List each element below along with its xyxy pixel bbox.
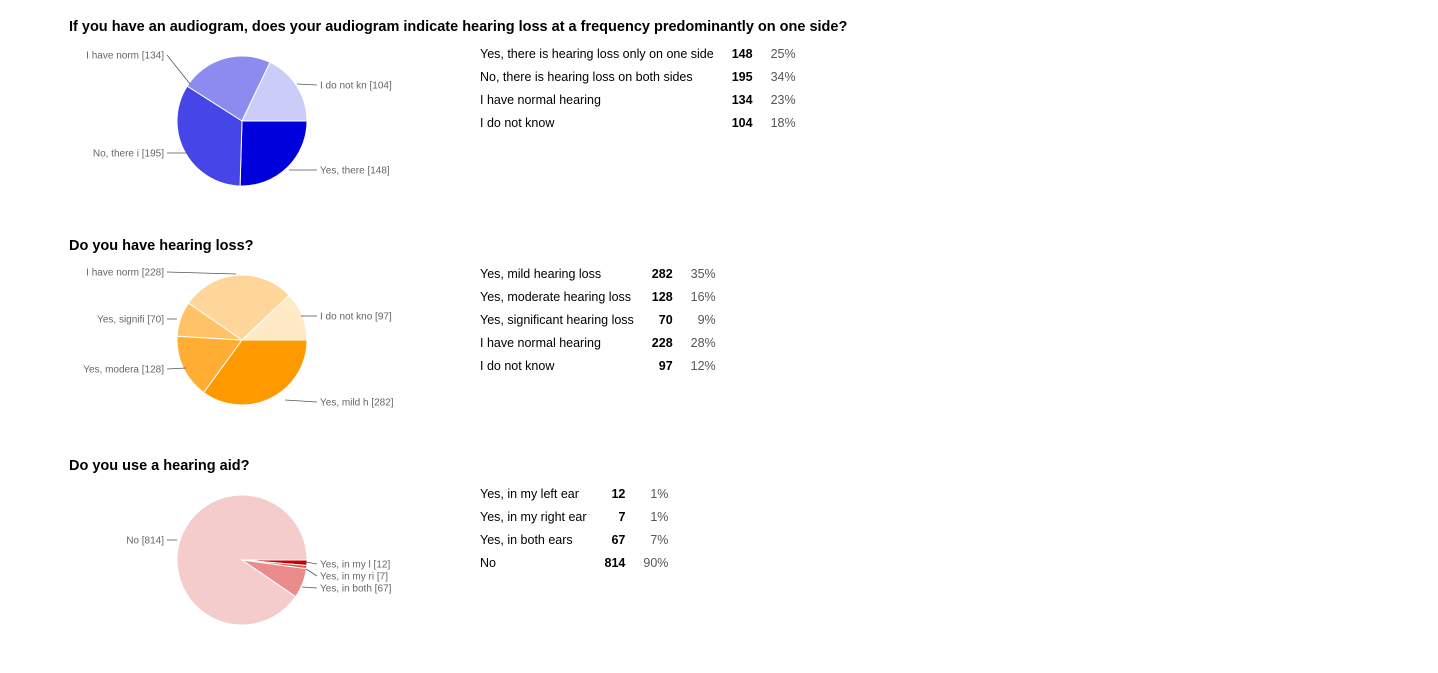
callout-line — [302, 587, 317, 588]
pie-chart — [0, 238, 480, 453]
option-percent: 12% — [690, 358, 716, 373]
option-label: Yes, moderate hearing loss — [480, 289, 632, 304]
option-label: I have normal hearing — [480, 335, 601, 350]
option-percent: 34% — [770, 69, 796, 84]
pie-slice — [177, 495, 307, 625]
option-count: 70 — [658, 312, 673, 327]
option-percent: 18% — [770, 115, 796, 130]
option-label: Yes, in my right ear — [480, 509, 587, 524]
callout-line — [167, 55, 190, 84]
option-label: Yes, in both ears — [480, 532, 573, 547]
callout-line — [306, 569, 317, 576]
callout-line — [167, 368, 186, 369]
slice-label: I do not kn [104] — [320, 80, 392, 92]
option-label: No, there is hearing loss on both sides — [480, 69, 693, 84]
slice-label: Yes, modera [128] — [83, 364, 164, 376]
pie-chart — [0, 458, 480, 638]
stats-row — [480, 528, 668, 551]
option-percent: 9% — [697, 312, 716, 327]
option-count: 7 — [618, 509, 626, 524]
option-percent: 1% — [650, 509, 669, 524]
option-count: 67 — [611, 532, 626, 547]
callout-line — [297, 84, 317, 85]
pie-chart — [0, 19, 480, 234]
option-count: 282 — [651, 266, 673, 281]
stats-row — [480, 331, 716, 354]
stats-row — [480, 551, 668, 574]
option-label: I do not know — [480, 115, 555, 130]
stats-row — [480, 65, 796, 88]
slice-label: No, there i [195] — [92, 148, 164, 160]
question-title: If you have an audiogram, does your audiogram indicate hearing loss at a frequency predominantly on one side? — [69, 19, 848, 35]
slice-label: I do not kno [97] — [320, 311, 392, 323]
option-count: 148 — [731, 46, 753, 61]
option-label: Yes, in my left ear — [480, 486, 579, 501]
slice-label: Yes, mild h [282] — [320, 397, 394, 409]
option-percent: 25% — [770, 46, 796, 61]
slice-label: Yes, in my l [12] — [320, 559, 391, 571]
option-count: 814 — [604, 555, 626, 570]
stats-row — [480, 285, 716, 308]
question-title: Do you use a hearing aid? — [69, 458, 250, 474]
slice-label: No [814] — [126, 535, 164, 547]
option-label: No — [480, 555, 496, 570]
stats-row — [480, 505, 668, 528]
stats-row — [480, 88, 796, 111]
stats-row — [480, 111, 796, 134]
option-label: I have normal hearing — [480, 92, 601, 107]
stats-table — [480, 42, 796, 134]
option-percent: 90% — [643, 555, 669, 570]
stats-row — [480, 482, 668, 505]
stats-table — [480, 262, 716, 377]
option-count: 128 — [651, 289, 673, 304]
option-count: 12 — [611, 486, 626, 501]
slice-label: Yes, there [148] — [320, 165, 390, 177]
callout-line — [167, 272, 236, 274]
option-percent: 16% — [690, 289, 716, 304]
option-count: 97 — [658, 358, 673, 373]
question-1 — [0, 19, 1438, 234]
stats-row — [480, 354, 716, 377]
slice-label: I have norm [134] — [86, 50, 164, 62]
stats-row — [480, 262, 716, 285]
option-label: Yes, there is hearing loss only on one side — [480, 46, 714, 61]
stats-row — [480, 42, 796, 65]
question-title: Do you have hearing loss? — [69, 238, 254, 254]
callout-line — [285, 400, 317, 402]
stats-row — [480, 308, 716, 331]
option-percent: 23% — [770, 92, 796, 107]
option-label: I do not know — [480, 358, 555, 373]
slice-label: Yes, signifi [70] — [97, 314, 164, 326]
stats-table — [480, 482, 668, 574]
option-percent: 28% — [690, 335, 716, 350]
option-percent: 35% — [690, 266, 716, 281]
option-count: 228 — [651, 335, 673, 350]
pie-slice — [240, 121, 307, 186]
question-3 — [0, 458, 1438, 673]
option-label: Yes, significant hearing loss — [480, 312, 634, 327]
slice-label: Yes, in my ri [7] — [320, 571, 388, 583]
slice-label: I have norm [228] — [86, 267, 164, 279]
slice-label: Yes, in both [67] — [320, 583, 392, 595]
option-count: 195 — [731, 69, 753, 84]
option-label: Yes, mild hearing loss — [480, 266, 602, 281]
option-percent: 7% — [650, 532, 669, 547]
option-percent: 1% — [650, 486, 669, 501]
question-2 — [0, 238, 1438, 453]
callout-line — [306, 562, 317, 564]
option-count: 104 — [731, 115, 753, 130]
option-count: 134 — [731, 92, 753, 107]
